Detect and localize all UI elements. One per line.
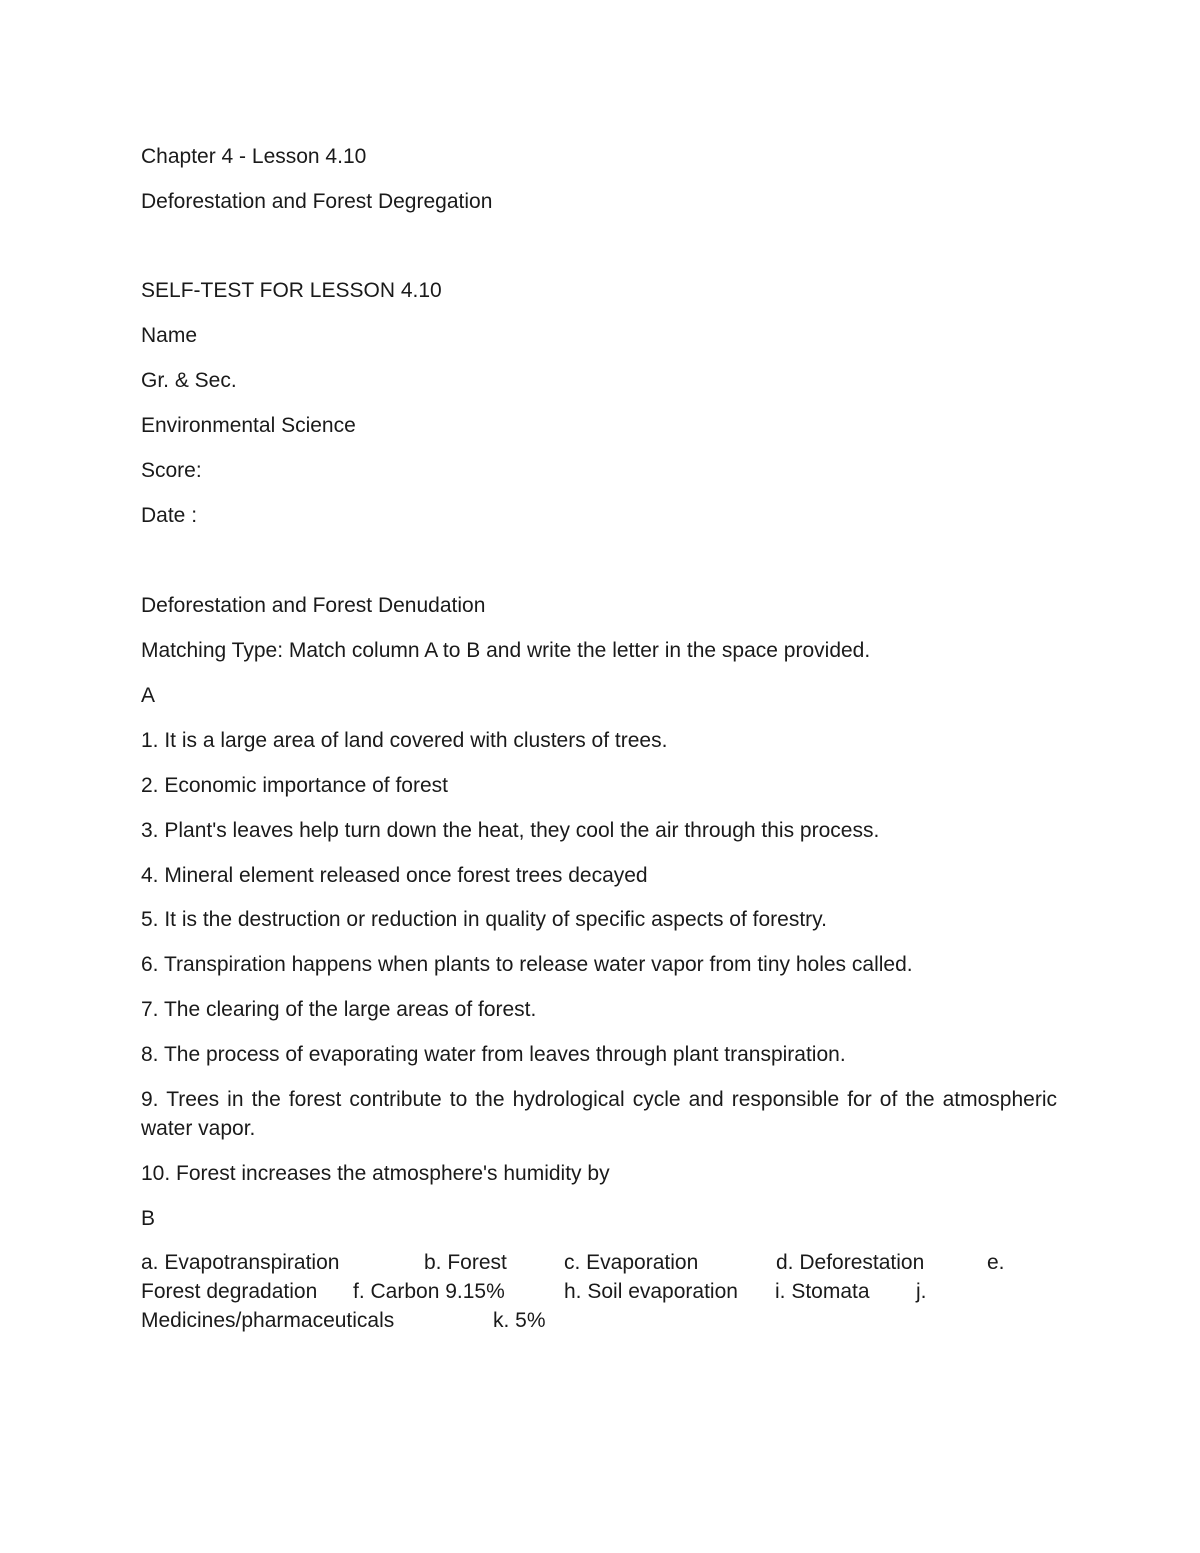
choice-item: f. Carbon 9.15% bbox=[353, 1280, 505, 1303]
answer-choices bbox=[141, 1248, 1057, 1335]
column-b-label: B bbox=[141, 1207, 156, 1230]
question-item: 10. Forest increases the atmosphere's humidity by bbox=[141, 1162, 610, 1185]
question-item: 8. The process of evaporating water from leaves through plant transpiration. bbox=[141, 1043, 846, 1066]
choice-item: b. Forest bbox=[424, 1251, 507, 1274]
chapter-heading: Chapter 4 - Lesson 4.10 bbox=[141, 145, 367, 168]
lesson-title: Deforestation and Forest Degregation bbox=[141, 190, 493, 213]
choice-item: k. 5% bbox=[493, 1309, 546, 1332]
question-item: 9. Trees in the forest contribute to the hydrological cycle and responsible for of the atmospheric water vapor. bbox=[141, 1088, 1057, 1140]
choice-item: c. Evaporation bbox=[564, 1251, 699, 1274]
section-title: Deforestation and Forest Denudation bbox=[141, 594, 486, 617]
choice-item: e. bbox=[987, 1251, 1005, 1274]
question-item: 6. Transpiration happens when plants to release water vapor from tiny holes called. bbox=[141, 953, 913, 976]
date-label: Date : bbox=[141, 504, 198, 527]
choice-item: a. Evapotranspiration bbox=[141, 1251, 340, 1274]
instructions: Matching Type: Match column A to B and write the letter in the space provided. bbox=[141, 639, 871, 662]
question-item: 2. Economic importance of forest bbox=[141, 774, 448, 797]
choice-row bbox=[141, 1248, 1057, 1277]
choice-row bbox=[141, 1306, 1057, 1335]
question-item: 4. Mineral element released once forest trees decayed bbox=[141, 864, 648, 887]
choice-item: h. Soil evaporation bbox=[564, 1280, 738, 1303]
subject-label: Environmental Science bbox=[141, 414, 356, 437]
choice-item: j. bbox=[916, 1280, 927, 1303]
choice-item: Forest degradation bbox=[141, 1280, 318, 1303]
column-a-label: A bbox=[141, 684, 156, 707]
choice-item: Medicines/pharmaceuticals bbox=[141, 1309, 395, 1332]
question-item: 1. It is a large area of land covered with clusters of trees. bbox=[141, 729, 668, 752]
choice-item: d. Deforestation bbox=[776, 1251, 925, 1274]
name-label: Name bbox=[141, 324, 198, 347]
choice-item: i. Stomata bbox=[775, 1280, 870, 1303]
grade-section-label: Gr. & Sec. bbox=[141, 369, 237, 392]
question-item: 7. The clearing of the large areas of forest. bbox=[141, 998, 537, 1021]
self-test-title: SELF-TEST FOR LESSON 4.10 bbox=[141, 279, 442, 302]
question-item: 5. It is the destruction or reduction in quality of specific aspects of forestry. bbox=[141, 908, 827, 931]
score-label: Score: bbox=[141, 459, 202, 482]
choice-row bbox=[141, 1277, 1057, 1306]
question-item: 3. Plant's leaves help turn down the heat, they cool the air through this process. bbox=[141, 819, 880, 842]
